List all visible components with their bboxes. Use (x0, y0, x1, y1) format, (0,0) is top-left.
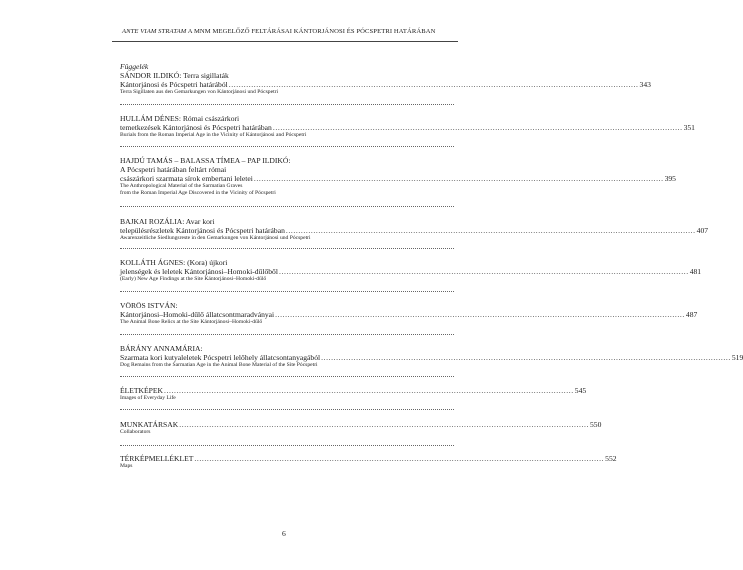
entry-subtitle: Collaborators (120, 429, 151, 435)
entry-subtitle: Images of Everyday Life (120, 395, 176, 401)
entry-title: császárkori szarmata sírok embertani leletei (120, 174, 253, 183)
leader-dots: .................................................................................................................................................................... (194, 454, 605, 463)
entry-separator (120, 248, 454, 249)
toc-entry[interactable] (120, 156, 676, 197)
entry-subtitle: Terra Sigillaten aus den Gemarkungen von Kántorjánosi und Pócspetri (120, 89, 279, 95)
entry-author: KOLLÁTH ÁGNES: (Kora) újkori (120, 258, 228, 267)
entry-author: VÖRÖS ISTVÁN: (120, 301, 178, 310)
entry-title-line[interactable] (120, 353, 743, 362)
entry-page-number: 487 (685, 310, 698, 319)
leader-dots: .................................................................................................................................................................... (253, 174, 664, 183)
leader-dots: .................................................................................................................................................................... (285, 226, 696, 235)
toc-entry[interactable] (120, 217, 709, 242)
entry-author: HAJDÚ TAMÁS – BALASSA TÍMEA – PAP ILDIKÓ: (120, 156, 291, 165)
entry-title-line[interactable] (120, 267, 702, 276)
entry-subtitle: Maps (120, 463, 133, 469)
running-header (112, 21, 458, 42)
entry-subtitle: Awarenzeitliche Siedlungsreste in den Gemarkungen von Kántorjánosi und Pócspetri (120, 235, 311, 241)
page-number: 6 (282, 529, 286, 538)
entry-subtitle: from the Roman Imperial Age Discovered in the Vicinity of Pócspetri (120, 190, 276, 196)
entry-author: SÁNDOR ILDIKÓ: Terra sigillaták (120, 71, 229, 80)
entry-title-line[interactable] (120, 420, 602, 429)
entry-separator (120, 291, 454, 292)
entry-title: jelenségek és leletek Kántorjánosi–Homoki-dűlőből (120, 267, 278, 276)
leader-dots: .................................................................................................................................................................... (164, 386, 574, 395)
entry-title-line[interactable] (120, 174, 676, 183)
toc-entry[interactable] (120, 386, 587, 402)
toc-entry[interactable] (120, 344, 743, 369)
toc-entry[interactable] (120, 114, 695, 139)
running-header-text (122, 28, 435, 35)
entry-title-line[interactable] (120, 123, 695, 132)
entry-page-number: 519 (731, 353, 743, 362)
entry-page-number: 545 (574, 386, 587, 395)
entry-separator (120, 445, 454, 446)
entry-separator (120, 206, 454, 207)
entry-title-line[interactable] (120, 310, 698, 319)
entry-page-number: 351 (683, 123, 695, 132)
leader-dots: .................................................................................................................................................................... (179, 420, 589, 429)
entry-title: MUNKATÁRSAK (120, 420, 179, 429)
entry-separator (120, 104, 454, 105)
entry-title-line[interactable] (120, 226, 709, 235)
entry-title: Szarmata kori kutyaleletek Pócspetri lelőhely állatcsontanyagából (120, 353, 321, 362)
entry-page-number: 481 (689, 267, 702, 276)
entry-title-line[interactable] (120, 454, 617, 463)
entry-separator (120, 409, 454, 410)
entry-page-number: 343 (639, 80, 651, 89)
entry-subtitle: Dog Remains from the Sarmatian Age in the Animal Bone Material of the Site Pócspetri (120, 362, 318, 368)
entry-page-number: 395 (664, 174, 676, 183)
toc-entry[interactable] (120, 420, 602, 436)
entry-page-number: 552 (605, 454, 617, 463)
toc-entry[interactable] (120, 71, 651, 96)
entry-title: településrészletek Kántorjánosi és Pócspetri határában (120, 226, 285, 235)
entry-subtitle: The Anthropological Material of the Sarmatian Graves (120, 183, 243, 189)
entry-page-number: 550 (589, 420, 602, 429)
entry-subtitle: Burials from the Roman Imperial Age in the Vicinity of Kántorjánosi and Pócspetri (120, 132, 307, 138)
entry-title: TÉRKÉPMELLÉKLET (120, 454, 194, 463)
leader-dots: .................................................................................................................................................................... (272, 123, 683, 132)
entry-author: HULLÁM DÉNES: Római császárkori (120, 114, 240, 123)
entry-page-number: 407 (696, 226, 709, 235)
section-label: Függelék (120, 62, 149, 71)
entry-separator (120, 376, 454, 377)
entry-title: ÉLETKÉPEK (120, 386, 164, 395)
leader-dots: .................................................................................................................................................................... (278, 267, 689, 276)
entry-title-line[interactable] (120, 80, 651, 89)
header-main-title: A MNM MEGELŐZŐ FELTÁRÁSAI KÁNTORJÁNOSI ÉS PÓCSPETRI HATÁRÁBAN (186, 28, 436, 35)
entry-author: BÁRÁNY ANNAMÁRIA: (120, 344, 203, 353)
entry-separator (120, 334, 454, 335)
entry-subtitle: The Animal Bone Relics at the Site Kántorjánosi–Homoki-dűlő (120, 319, 263, 325)
toc-entry[interactable] (120, 258, 702, 283)
entry-title: temetkezések Kántorjánosi és Pócspetri határában (120, 123, 272, 132)
entry-title-text: A Pócspetri határában feltárt római (120, 165, 227, 174)
entry-title: Kántorjánosi–Homoki-dűlő állatcsontmaradványai (120, 310, 275, 319)
entry-author: BAJKAI ROZÁLIA: Avar kori (120, 217, 215, 226)
leader-dots: .................................................................................................................................................................... (321, 353, 731, 362)
entry-subtitle: (Early) New Age Findings at the Site Kántorjánosi–Homoki-dűlő (120, 276, 267, 282)
header-italic-title: ANTE VIAM STRATAM (122, 28, 187, 35)
leader-dots: .................................................................................................................................................................... (228, 80, 639, 89)
entry-title-line[interactable] (120, 386, 587, 395)
leader-dots: .................................................................................................................................................................... (275, 310, 685, 319)
entry-title: Kántorjánosi és Pócspetri határából (120, 80, 228, 89)
toc-entry[interactable] (120, 301, 698, 326)
entry-separator (120, 146, 454, 147)
toc-entry[interactable] (120, 454, 617, 470)
